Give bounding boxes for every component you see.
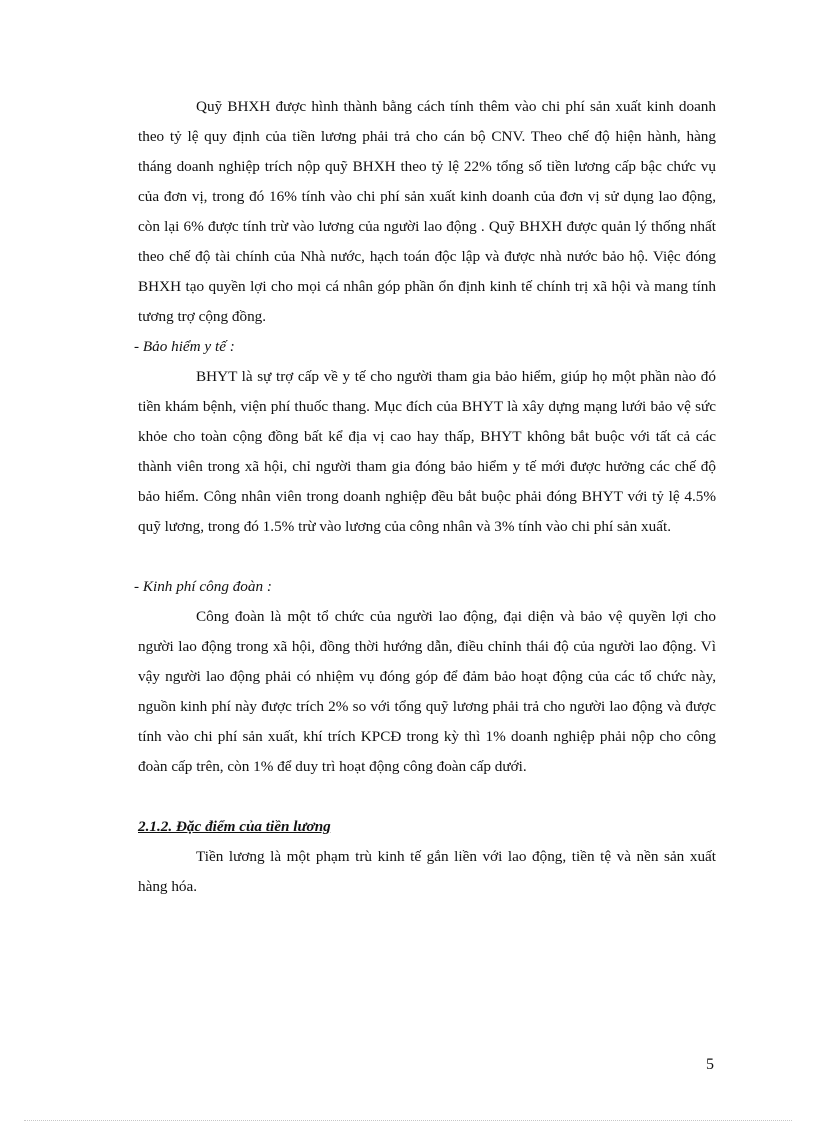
footer-divider <box>24 1120 792 1121</box>
spacer <box>138 542 716 572</box>
page-body <box>134 92 716 902</box>
subheading-bhyt: - Bảo hiểm y tế : <box>134 338 235 355</box>
section-title: 2.1.2. Đặc điểm của tiền lương <box>138 818 331 835</box>
paragraph-tien-luong: Tiền lương là một phạm trù kinh tế gắn liền với lao động, tiền tệ và nền sản xuất hàng hóa. <box>138 848 716 895</box>
page-number: 5 <box>706 1056 714 1073</box>
spacer <box>138 782 716 812</box>
subheading-kpcd: - Kinh phí công đoàn : <box>134 578 272 595</box>
paragraph-bhxh: Quỹ BHXH được hình thành bằng cách tính thêm vào chi phí sản xuất kinh doanh theo tỷ lệ quy định của tiền lương phải trả cho cán bộ CNV. Theo chế độ hiện hành, hàng tháng doanh nghiệp trích nộp quỹ BHXH theo tỷ lệ 22% tổng số tiền lương cấp bậc chức vụ của đơn vị, trong đó 16% tính vào chi phí sản xuất kinh doanh của đơn vị sử dụng lao động, còn lại 6% được tính trừ vào lương của người lao động . Quỹ BHXH được quản lý thống nhất theo chế độ tài chính của Nhà nước, hạch toán độc lập và được nhà nước bảo hộ. Việc đóng BHXH tạo quyền lợi cho mọi cá nhân góp phần ổn định kinh tế chính trị xã hội và mang tính tương trợ cộng đồng. <box>138 98 716 325</box>
paragraph-bhyt: BHYT là sự trợ cấp về y tế cho người tham gia bảo hiểm, giúp họ một phần nào đó tiền khám bệnh, viện phí thuốc thang. Mục đích của BHYT là xây dựng mạng lưới bảo vệ sức khỏe cho toàn cộng đồng bất kể địa vị cao hay thấp, BHYT không bắt buộc với tất cả các thành viên trong xã hội, chỉ người tham gia đóng bảo hiểm y tế mới được hưởng các chế độ bảo hiểm. Công nhân viên trong doanh nghiệp đều bắt buộc phải đóng BHYT với tỷ lệ 4.5% quỹ lương, trong đó 1.5% trừ vào lương của công nhân và 3% tính vào chi phí sản xuất. <box>138 368 716 535</box>
paragraph-kpcd: Công đoàn là một tổ chức của người lao động, đại diện và bảo vệ quyền lợi cho người lao động trong xã hội, đồng thời hướng dẫn, điều chỉnh thái độ của người lao động. Vì vậy người lao động phải có nhiệm vụ đóng góp để đảm bảo hoạt động của các tổ chức này, nguồn kinh phí này được trích 2% so với tổng quỹ lương phải trả cho người lao động và được tính vào chi phí sản xuất, khí trích KPCĐ trong kỳ thì 1% doanh nghiệp phải nộp cho công đoàn cấp trên, còn 1% để duy trì hoạt động công đoàn cấp dưới. <box>138 608 716 775</box>
